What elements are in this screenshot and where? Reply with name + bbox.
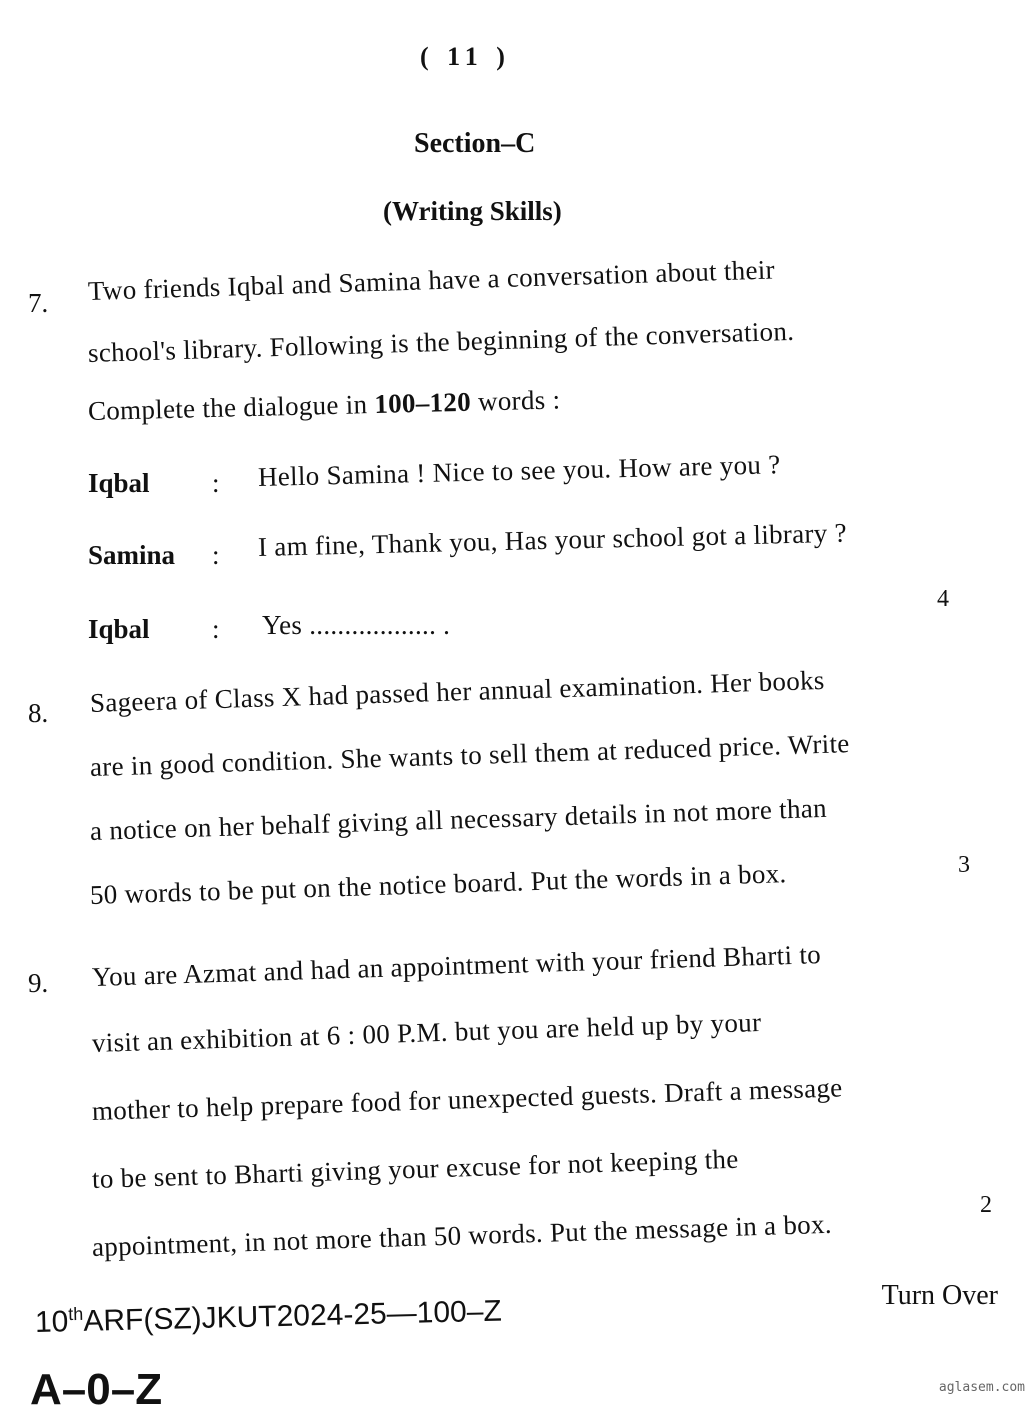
section-subtitle: (Writing Skills) [383,196,562,226]
question-7-line-2: school's library. Following is the beginning of the conversation. [87,315,795,368]
dialogue-line: Hello Samina ! Nice to see you. How are you ? [257,449,781,492]
question-9-line-2: visit an exhibition at 6 : 00 P.M. but you are held up by your [91,1006,762,1058]
section-title: Section–C [414,128,536,159]
dialogue-line: I am fine, Thank you, Has your school got a library ? [257,517,848,562]
question-7-line-1: Two friends Iqbal and Samina have a conversation about their [87,254,776,306]
dialogue-line: Yes .................. . [262,610,451,640]
paper-code-sup: th [67,1303,84,1325]
question-9-line-4: to be sent to Bharti giving your excuse for not keeping the [91,1143,739,1194]
question-8-line-4: 50 words to be put on the notice board. Put the words in a box. [89,858,787,910]
dialogue-colon: : [212,540,220,570]
question-7-number: 7. [28,288,49,318]
watermark: aglasem.com [938,1380,1025,1395]
question-9-line-5: appointment, in not more than 50 words. Put the message in a box. [91,1208,833,1262]
question-9-line-1: You are Azmat and had an appointment with your friend Bharti to [91,939,822,992]
question-7-line-3 [88,384,561,427]
dialogue-speaker: Iqbal [88,468,150,498]
dialogue-colon: : [212,614,220,644]
question-7-word-range: 100–120 [373,386,472,419]
question-8-line-2: are in good condition. She wants to sell them at reduced price. Write [89,728,850,782]
turn-over-label: Turn Over [881,1280,998,1311]
set-code: A–0–Z [30,1365,163,1414]
question-8-number: 8. [28,698,49,728]
page-number: ( 11 ) [420,42,511,71]
paper-code-prefix: 10 [34,1305,69,1339]
question-8-line-3: a notice on her behalf giving all necessary details in not more than [89,792,828,846]
dialogue-colon: : [212,468,220,498]
question-8-line-1: Sageera of Class X had passed her annual examination. Her books [89,664,826,718]
question-7-marks: 4 [937,586,949,612]
question-8-marks: 3 [958,852,970,878]
dialogue-speaker: Iqbal [88,614,150,644]
paper-code [35,1294,503,1340]
question-7-line-3-text: Complete the dialogue in [87,389,368,426]
question-9-marks: 2 [980,1192,992,1218]
paper-code-rest: ARF(SZ)JKUT2024-25—100–Z [82,1294,503,1338]
dialogue-speaker: Samina [88,540,176,570]
question-9-line-3: mother to help prepare food for unexpected guests. Draft a message [91,1072,843,1126]
question-9-number: 9. [28,968,49,998]
question-7-line-3-end: words : [477,384,561,417]
